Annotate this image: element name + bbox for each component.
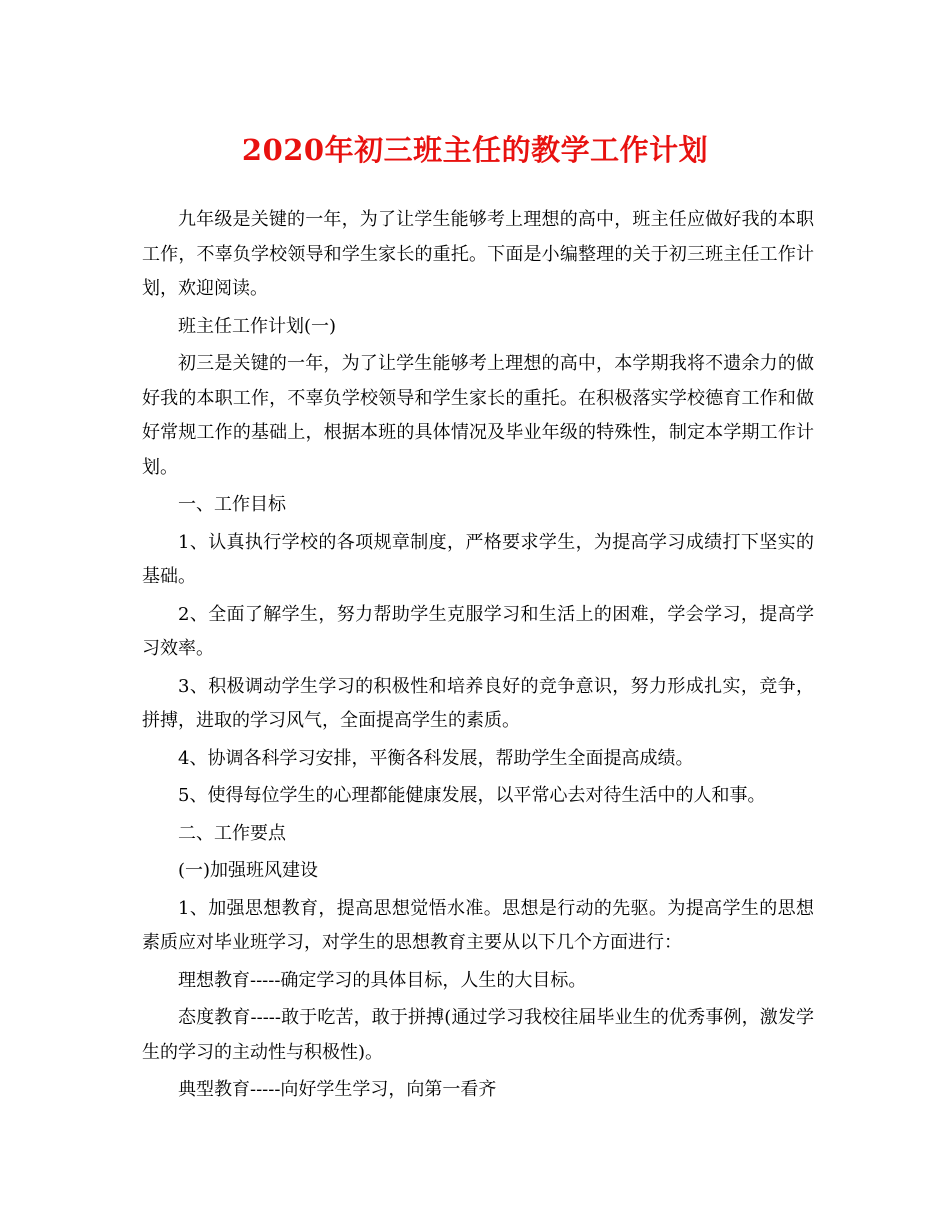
paragraph-point-1: 1、加强思想教育，提高思想觉悟水准。思想是行动的先驱。为提高学生的思想素质应对毕业班学习，对学生的思想教育主要从以下几个方面进行：	[142, 897, 814, 953]
document-body	[142, 203, 814, 1111]
paragraph-section-points: 二、工作要点	[178, 822, 286, 844]
paragraph-plan-intro: 初三是关键的一年，为了让学生能够考上理想的高中，本学期我将不遗余力的做好我的本职工作，不辜负学校领导和学生家长的重托。在积极落实学校德育工作和做好常规工作的基础上，根据本班的具体情况及毕业年级的特殊性，制定本学期工作计划。	[142, 353, 814, 478]
paragraph-goal-1: 1、认真执行学校的各项规章制度，严格要求学生，为提高学习成绩打下坚实的基础。	[142, 531, 814, 587]
paragraph-goal-4: 4、协调各科学习安排，平衡各科发展，帮助学生全面提高成绩。	[178, 747, 694, 769]
paragraph-goal-2: 2、全面了解学生，努力帮助学生克服学习和生活上的困难，学会学习，提高学习效率。	[142, 603, 814, 659]
paragraph-goal-5: 5、使得每位学生的心理都能健康发展，以平常心去对待生活中的人和事。	[178, 785, 766, 806]
paragraph-intro: 九年级是关键的一年，为了让学生能够考上理想的高中，班主任应做好我的本职工作，不辜负学校领导和学生家长的重托。下面是小编整理的关于初三班主任工作计划，欢迎阅读。	[142, 209, 814, 299]
paragraph-attitude-education: 态度教育-----敢于吃苦，敢于拼搏(通过学习我校往届毕业生的优秀事例，激发学生的学习的主动性与积极性)。	[142, 1007, 814, 1063]
paragraph-plan-heading: 班主任工作计划(一)	[178, 315, 337, 337]
paragraph-model-education: 典型教育-----向好学生学习，向第一看齐	[178, 1079, 497, 1100]
paragraph-goal-3: 3、积极调动学生学习的积极性和培养良好的竞争意识，努力形成扎实，竞争，拼搏，进取的学习风气，全面提高学生的素质。	[142, 675, 814, 731]
paragraph-subsection-class-style: (一)加强班风建设	[178, 860, 319, 881]
paragraph-ideal-education: 理想教育-----确定学习的具体目标，人生的大目标。	[178, 969, 587, 991]
paragraph-section-goals: 一、工作目标	[178, 494, 286, 515]
document-title: 2020年初三班主任的教学工作计划	[241, 133, 709, 167]
